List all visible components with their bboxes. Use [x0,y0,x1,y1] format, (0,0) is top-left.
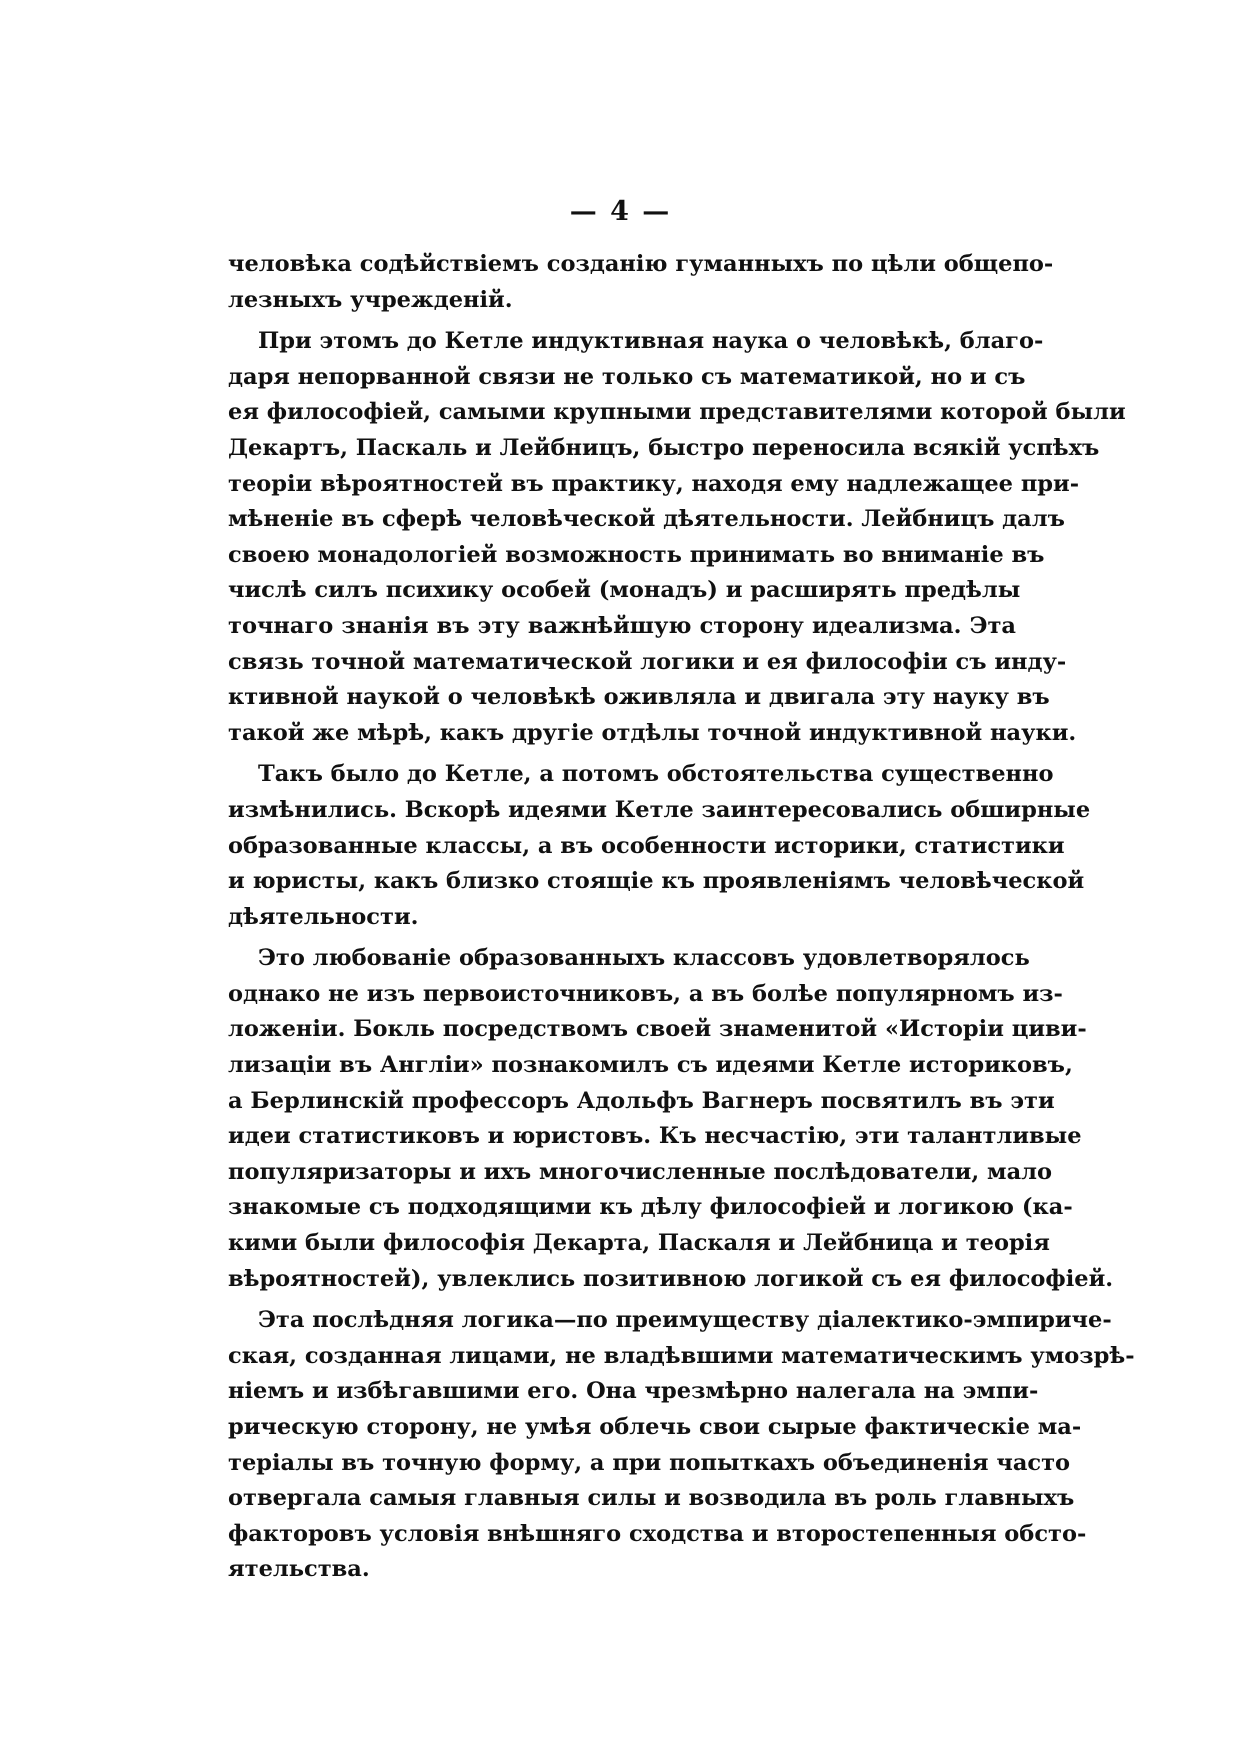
text-line: а Берлинскій профессоръ Адольфъ Вагнеръ посвятилъ въ эти [228,1087,1055,1114]
text-line: даря непорванной связи не только съ математикой, но и съ [228,363,1026,390]
text-line: измѣнились. Вскорѣ идеями Кетле заинтересовались обширные [228,796,1091,823]
text-line: теріалы въ точную форму, а при попыткахъ объединенія часто [228,1449,1071,1476]
text-line: однако не изъ первоисточниковъ, а въ болѣе популярномъ из- [228,980,1063,1007]
paragraph-1 [228,247,1054,318]
text-line: знакомые съ подходящими къ дѣлу философіей и логикою (ка- [228,1194,1073,1221]
paragraph-3 [228,757,1091,935]
text-line: человѣка содѣйствіемъ созданію гуманныхъ по цѣли общепо- [228,251,1054,277]
text-line: Декартъ, Паскаль и Лейбницъ, быстро переносила всякій успѣхъ [228,434,1100,461]
text-line: числѣ силъ психику особей (монадъ) и расширять предѣлы [228,577,1021,604]
text-line: ятельства. [228,1556,370,1583]
text-line: образованные классы, а въ особенности историки, статистики [228,832,1065,859]
text-line: Это любованіе образованныхъ классовъ удовлетворялось [258,945,1030,972]
text-line: Эта послѣдняя логика—по преимуществу діалектико-эмпириче- [258,1307,1112,1334]
text-line: лизаціи въ Англіи» познакомилъ съ идеями Кетле историковъ, [228,1052,1073,1079]
text-line: идеи статистиковъ и юристовъ. Къ несчастію, эти талантливые [228,1123,1082,1150]
text-line: При этомъ до Кетле индуктивная наука о человѣкѣ, благо- [258,328,1044,355]
text-line: теоріи вѣроятностей въ практику, находя ему надлежащее при- [228,470,1080,497]
paragraph-2 [228,324,1126,751]
text-line: и юристы, какъ близко стоящіе къ проявленіямъ человѣческой [228,868,1085,895]
paragraph-5 [228,1303,1135,1588]
body-text [228,247,1135,1594]
text-line: ская, созданная лицами, не владѣвшими математическимъ умозрѣ- [228,1342,1135,1369]
text-line: такой же мѣрѣ, какъ другіе отдѣлы точной индуктивной науки. [228,719,1077,746]
text-line: ея философіей, самыми крупными представителями которой были [228,399,1126,426]
text-line: Такъ было до Кетле, а потомъ обстоятельства существенно [258,761,1054,788]
text-line: вѣроятностей), увлеклись позитивною логикой съ ея философіей. [228,1265,1114,1292]
text-line: дѣятельности. [228,903,419,930]
text-line: лезныхъ учрежденій. [228,286,513,313]
text-line: точнаго знанія въ эту важнѣйшую сторону идеализма. Эта [228,612,1016,639]
text-line: ніемъ и избѣгавшими его. Она чрезмѣрно налегала на эмпи- [228,1378,1039,1405]
text-line: рическую сторону, не умѣя облечь свои сырые фактическіе ма- [228,1414,1082,1440]
paragraph-4 [228,941,1114,1297]
text-line: связь точной математической логики и ея философіи съ инду- [228,648,1067,675]
text-line: своею монадологіей возможность принимать во вниманіе въ [228,541,1045,568]
page-number: — 4 — [569,196,672,227]
text-line: мѣненіе въ сферѣ человѣческой дѣятельности. Лейбницъ далъ [228,506,1065,533]
text-line: ложеніи. Бокль посредствомъ своей знаменитой «Исторіи циви- [228,1016,1087,1043]
text-line: кими были философія Декарта, Паскаля и Лейбница и теорія [228,1230,1050,1257]
text-line: популяризаторы и ихъ многочисленные послѣдователи, мало [228,1158,1053,1185]
text-line: факторовъ условія внѣшняго сходства и второстепенныя обсто- [228,1520,1087,1547]
text-line: отвергала самыя главныя силы и возводила въ роль главныхъ [228,1485,1075,1512]
text-line: ктивной наукой о человѣкѣ оживляла и двигала эту науку въ [228,684,1050,711]
